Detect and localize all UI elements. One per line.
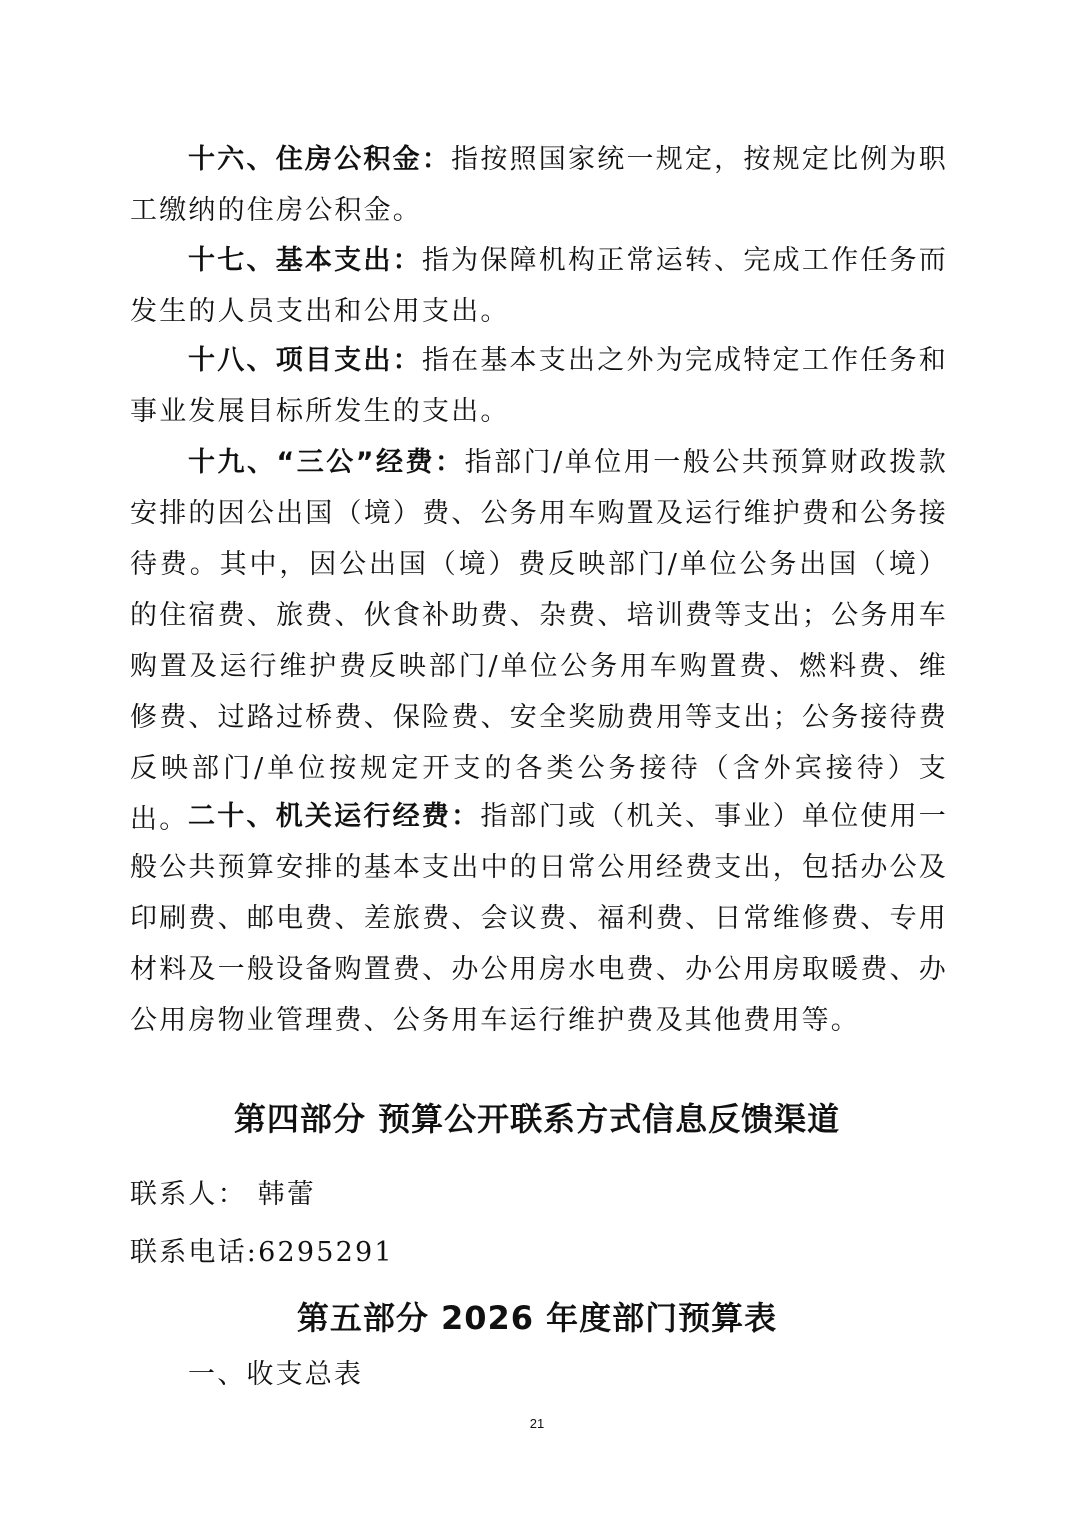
definition-term: 十九、“三公”经费： [188,447,465,478]
definition-text: 指按照国家统一规定，按规定比例为职工缴纳的住房公积金。 [130,144,948,226]
definition-text: 指部门或（机关、事业）单位使用一般公共预算安排的基本支出中的日常公用经费支出，包括办公及印刷费、邮电费、差旅费、会议费、福利费、日常维修费、专用材料及一般设备购置费、办公用房水电费、办公用房取暖费、办公用房物业管理费、公务用车运行维护费及其他费用等。 [130,801,949,1036]
section-4-title: 第四部分 预算公开联系方式信息反馈渠道 [233,1100,841,1138]
page-number: 21 [529,1416,545,1431]
contact-phone: 联系电话:6295291 [130,1237,394,1268]
definition-term: 十七、基本支出： [188,245,422,276]
definition-text: 指在基本支出之外为完成特定工作任务和事业发展目标所发生的支出。 [130,345,948,427]
section-5-title: 第五部分 2026 年度部门预算表 [296,1299,778,1337]
definition-term: 十六、住房公积金： [188,144,452,175]
contact-person: 联系人： 韩蕾 [130,1179,316,1210]
definition-20 [130,791,948,1046]
definition-term: 二十、机关运行经费： [188,801,481,832]
definition-19 [130,437,948,845]
definition-18 [130,335,948,437]
definition-term: 十八、项目支出： [188,345,422,376]
definition-text: 指为保障机构正常运转、完成工作任务而发生的人员支出和公用支出。 [130,245,948,327]
definition-text: 指部门/单位用一般公共预算财政拨款安排的因公出国（境）费、公务用车购置及运行维护费和公务接待费。其中，因公出国（境）费反映部门/单位公务出国（境）的住宿费、旅费、伙食补助费、杂费、培训费等支出；公务用车购置及运行维护费反映部门/单位公务用车购置费、燃料费、维修费、过路过桥费、保险费、安全奖励费用等支出；公务接待费反映部门/单位按规定开支的各类公务接待（含外宾接待）支出。 [130,447,948,835]
definition-17 [130,235,948,337]
definition-16 [130,134,948,236]
section-5-subtitle: 一、收支总表 [188,1359,364,1390]
